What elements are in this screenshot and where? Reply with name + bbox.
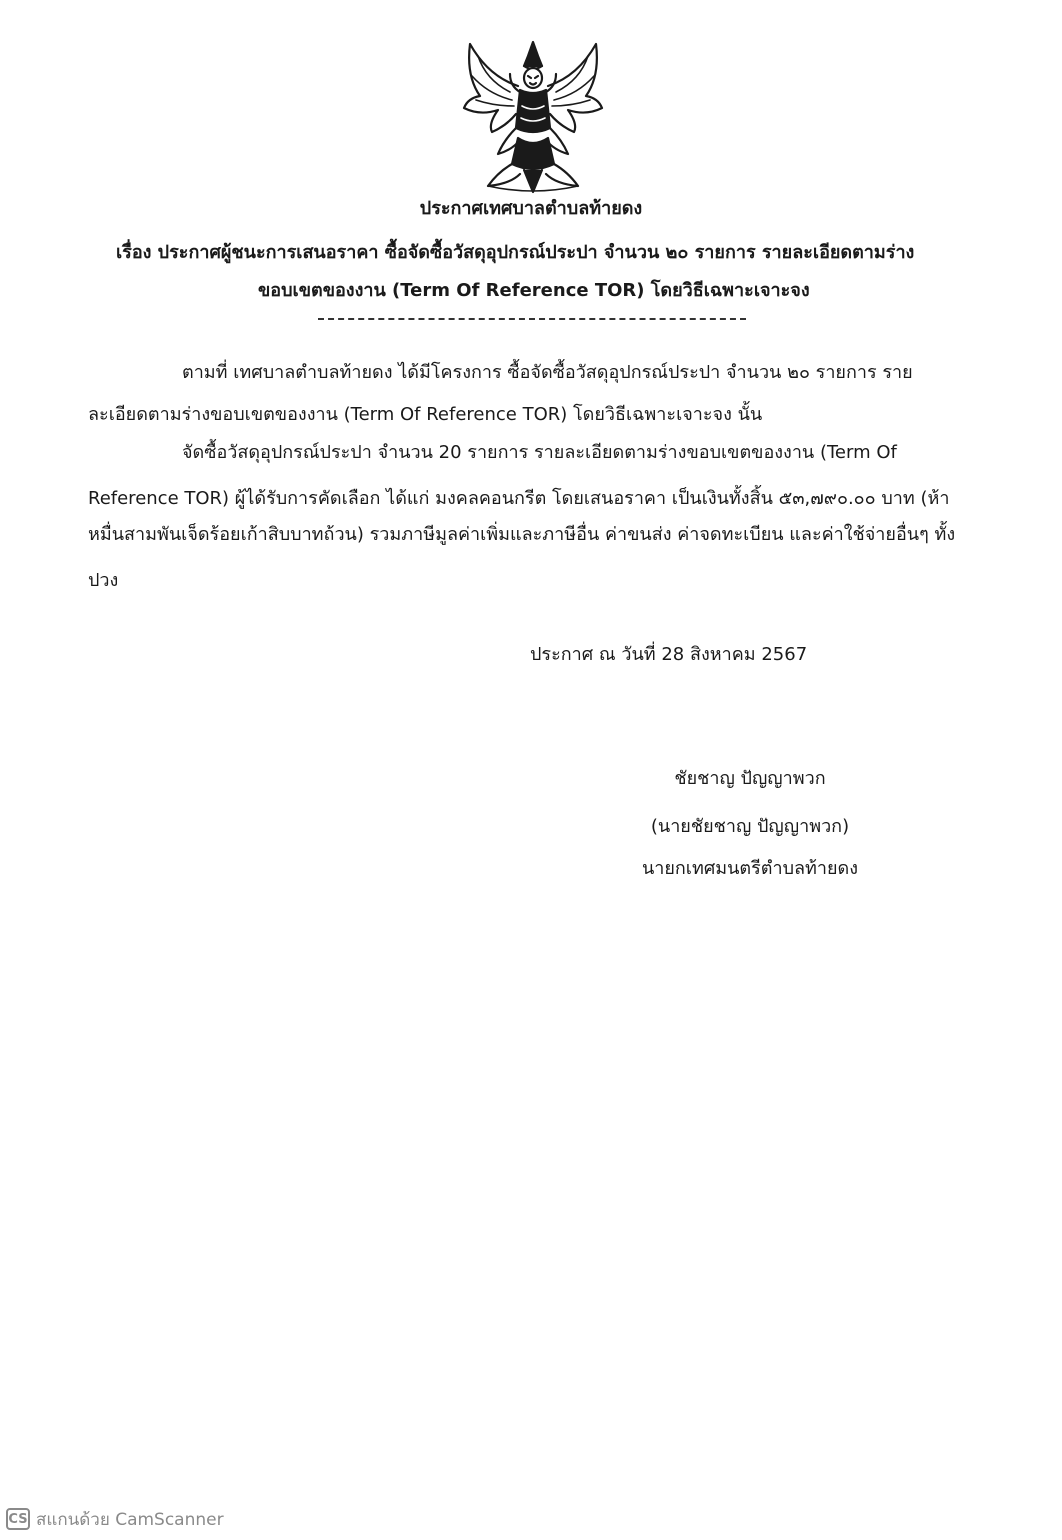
divider-line <box>318 318 746 320</box>
paragraph-1-line-1: ตามที่ เทศบาลตำบลท้ายดง ได้มีโครงการ ซื้อจัดซื้อวัสดุอุปกรณ์ประปา จำนวน ๒๐ รายการ ราย <box>182 362 913 383</box>
paragraph-1-line-2: ละเอียดตามร่างขอบเขตของงาน (Term Of Reference TOR) โดยวิธีเฉพาะเจาะจง นั้น <box>88 404 763 425</box>
garuda-emblem-icon <box>458 36 608 196</box>
camscanner-logo-icon: CS <box>6 1508 30 1530</box>
camscanner-footer <box>6 1506 224 1532</box>
signer-position: นายกเทศมนตรีตำบลท้ายดง <box>641 858 859 879</box>
camscanner-text: สแกนด้วย CamScanner <box>36 1509 224 1530</box>
subject-line-1: เรื่อง ประกาศผู้ชนะการเสนอราคา ซื้อจัดซื้อวัสดุอุปกรณ์ประปา จำนวน ๒๐ รายการ รายละเอียดตามร่าง <box>116 242 915 263</box>
paragraph-2-line-4: ปวง <box>88 570 119 591</box>
signed-name: ชัยชาญ ปัญญาพวก <box>674 768 826 789</box>
signer-full-name: (นายชัยชาญ ปัญญาพวก) <box>650 816 850 837</box>
announce-date: ประกาศ ณ วันที่ 28 สิงหาคม 2567 <box>530 644 808 665</box>
paragraph-2-line-2: Reference TOR) ผู้ได้รับการคัดเลือก ได้แก่ มงคลคอนกรีต โดยเสนอราคา เป็นเงินทั้งสิ้น ๕๓,๗๙๐.๐๐ บาท (ห้า <box>88 488 950 509</box>
paragraph-2-line-1: จัดซื้อวัสดุอุปกรณ์ประปา จำนวน 20 รายการ รายละเอียดตามร่างขอบเขตของงาน (Term Of <box>182 442 897 463</box>
org-title: ประกาศเทศบาลตำบลท้ายดง <box>419 198 643 219</box>
subject-line-2: ขอบเขตของงาน (Term Of Reference TOR) โดยวิธีเฉพาะเจาะจง <box>258 280 810 301</box>
paragraph-2-line-3: หมื่นสามพันเจ็ดร้อยเก้าสิบบาทถ้วน) รวมภาษีมูลค่าเพิ่มและภาษีอื่น ค่าขนส่ง ค่าจดทะเบียน และค่าใช้จ่ายอื่นๆ ทั้ง <box>88 524 956 545</box>
